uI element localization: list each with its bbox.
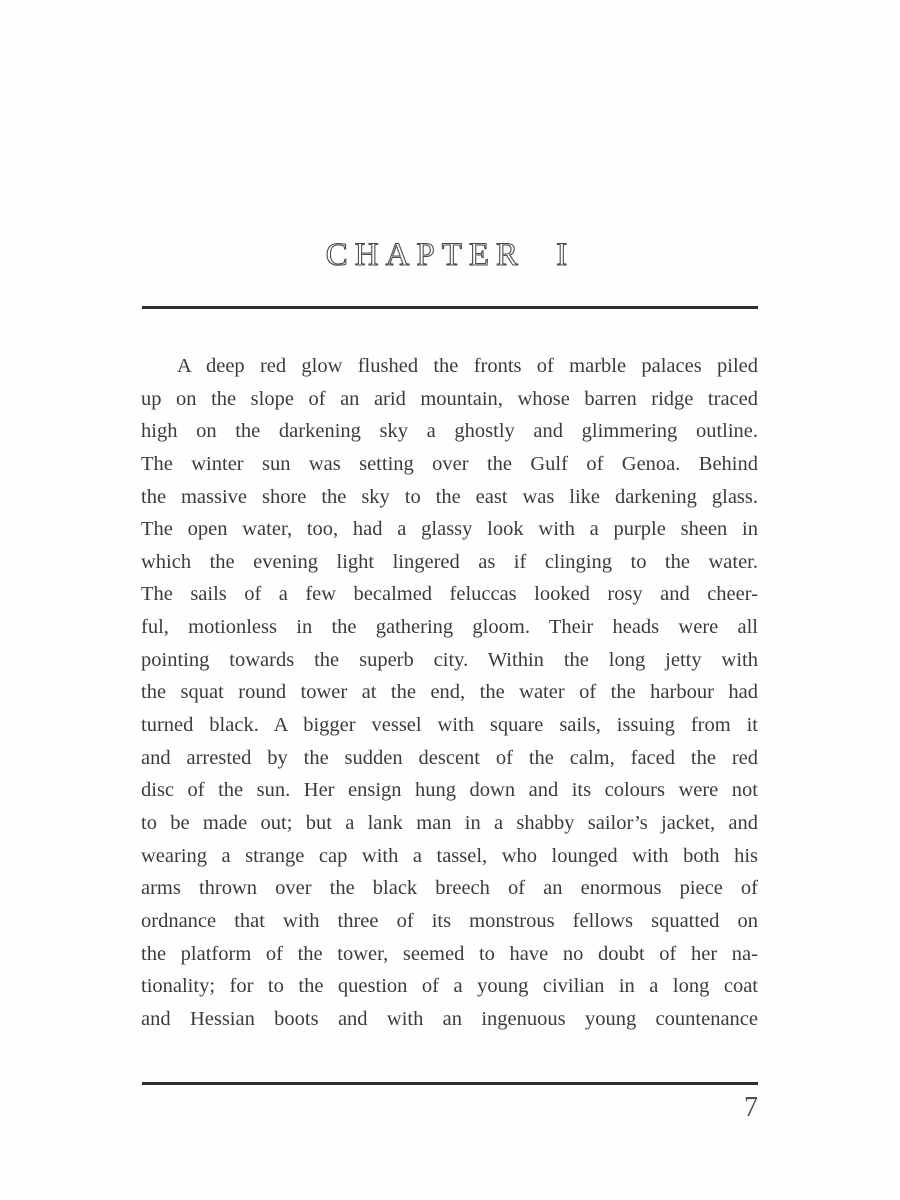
heading-divider-rule: [142, 306, 758, 309]
page-number: 7: [744, 1092, 758, 1123]
text-line: the platform of the tower, seemed to have no doubt of her na-: [141, 942, 758, 965]
text-line: which the evening light lingered as if clinging to the water.: [141, 550, 758, 573]
text-line: turned black. A bigger vessel with square sails, issuing from it: [141, 714, 758, 737]
text-line: wearing a strange cap with a tassel, who lounged with both his: [141, 844, 758, 867]
text-line: The sails of a few becalmed feluccas looked rosy and cheer-: [141, 583, 758, 606]
text-line: and Hessian boots and with an ingenuous young countenance: [141, 1007, 758, 1030]
chapter-heading: CHAPTER I: [325, 237, 575, 273]
text-line: pointing towards the superb city. Within the long jetty with: [141, 648, 758, 671]
text-line: tionality; for to the question of a young civilian in a long coat: [141, 975, 758, 998]
text-line: to be made out; but a lank man in a shabby sailor’s jacket, and: [141, 811, 758, 834]
text-line: the massive shore the sky to the east was like darkening glass.: [141, 485, 758, 508]
text-line: and arrested by the sudden descent of the calm, faced the red: [141, 746, 758, 769]
text-line: high on the darkening sky a ghostly and glimmering outline.: [141, 420, 758, 443]
body-paragraph: [141, 350, 758, 1035]
text-line: arms thrown over the black breech of an enormous piece of: [141, 877, 758, 900]
text-line: up on the slope of an arid mountain, whose barren ridge traced: [141, 387, 758, 410]
text-line: the squat round tower at the end, the water of the harbour had: [141, 681, 758, 704]
text-line: A deep red glow flushed the fronts of marble palaces piled: [177, 355, 758, 377]
text-line: ful, motionless in the gathering gloom. Their heads were all: [141, 616, 758, 639]
text-line: The open water, too, had a glassy look with a purple sheen in: [141, 518, 758, 541]
text-line: disc of the sun. Her ensign hung down and its colours were not: [141, 779, 758, 802]
footer-divider-rule: [142, 1082, 758, 1085]
text-line: The winter sun was setting over the Gulf of Genoa. Behind: [141, 452, 758, 475]
text-line: ordnance that with three of its monstrous fellows squatted on: [141, 909, 758, 932]
